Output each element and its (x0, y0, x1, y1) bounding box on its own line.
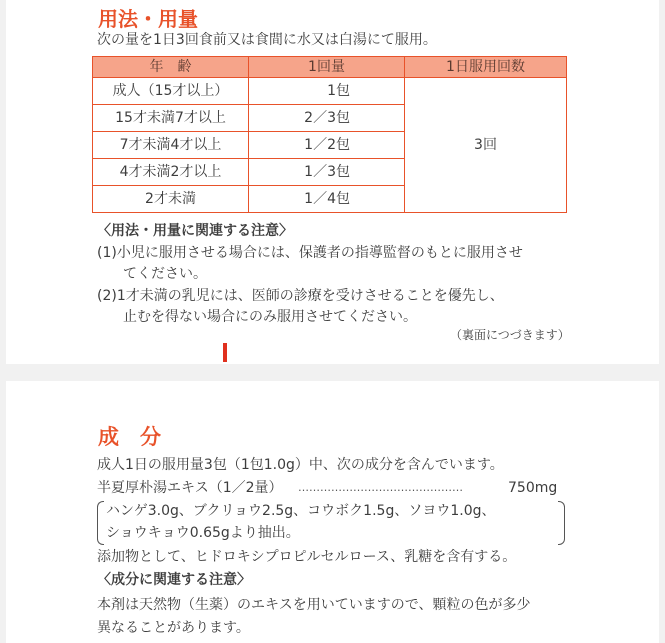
red-marker (223, 343, 227, 362)
age-cell: 4才未満2才以上 (93, 159, 249, 186)
ingredients-note-line-1: 本剤は天然物（生薬）のエキスを用いていますので、顆粒の色が多少 (97, 597, 531, 613)
extract-name: 半夏厚朴湯エキス（1／2量） (97, 480, 283, 496)
age-cell: 15才未満7才以上 (93, 105, 249, 132)
dose-cell: 1包 (249, 78, 405, 105)
age-cell: 成人（15才以上） (93, 78, 249, 105)
dose-cell: 2／3包 (249, 105, 405, 132)
herbs-line-1: ハンゲ3.0g、ブクリョウ2.5g、コウボク1.5g、ソヨウ1.0g、 (106, 503, 496, 519)
extract-leader-dots: ……………………………………… (298, 481, 463, 494)
right-bracket (558, 501, 565, 545)
header-frequency: 1日服用回数 (405, 57, 567, 78)
dose-cell: 1／2包 (249, 132, 405, 159)
dosage-table (92, 56, 567, 213)
usage-title: 用法・用量 (98, 7, 198, 31)
ingredients-notes-heading: 〈成分に関連する注意〉 (97, 572, 251, 588)
dose-cell: 1／3包 (249, 159, 405, 186)
header-dose: 1回量 (249, 57, 405, 78)
age-cell: 2才未満 (93, 186, 249, 213)
age-cell: 7才未満4才以上 (93, 132, 249, 159)
continued-note: （裏面につづきます） (450, 328, 570, 342)
frequency-cell: 3回 (405, 78, 567, 213)
ingredients-line-1: 成人1日の服用量3包（1包1.0g）中、次の成分を含んでいます。 (97, 457, 504, 473)
dose-cell: 1／4包 (249, 186, 405, 213)
herbs-line-2: ショウキョウ0.65gより抽出。 (106, 525, 300, 541)
table-row (93, 78, 567, 105)
header-age: 年 齢 (93, 57, 249, 78)
extract-amount: 750mg (508, 480, 558, 496)
ingredients-note-line-2: 異なることがあります。 (97, 620, 250, 636)
usage-note-1-line-2: てください。 (123, 266, 207, 282)
additives-line: 添加物として、ヒドロキシプロピルセルロース、乳糖を含有する。 (97, 549, 517, 565)
usage-notes-heading: 〈用法・用量に関連する注意〉 (97, 223, 293, 239)
dosage-table-header-row (93, 57, 567, 78)
usage-note-1-line-1: (1)小児に服用させる場合には、保護者の指導監督のもとに服用させ (97, 245, 523, 261)
ingredients-title: 成 分 (98, 425, 161, 449)
usage-note-2-line-2: 止むを得ない場合にのみ服用させてください。 (123, 309, 417, 325)
left-bracket (97, 501, 104, 545)
usage-note-2-line-1: (2)1才未満の乳児には、医師の診療を受けさせることを優先し、 (97, 288, 504, 304)
usage-intro: 次の量を1日3回食前又は食間に水又は白湯にて服用。 (97, 32, 437, 48)
